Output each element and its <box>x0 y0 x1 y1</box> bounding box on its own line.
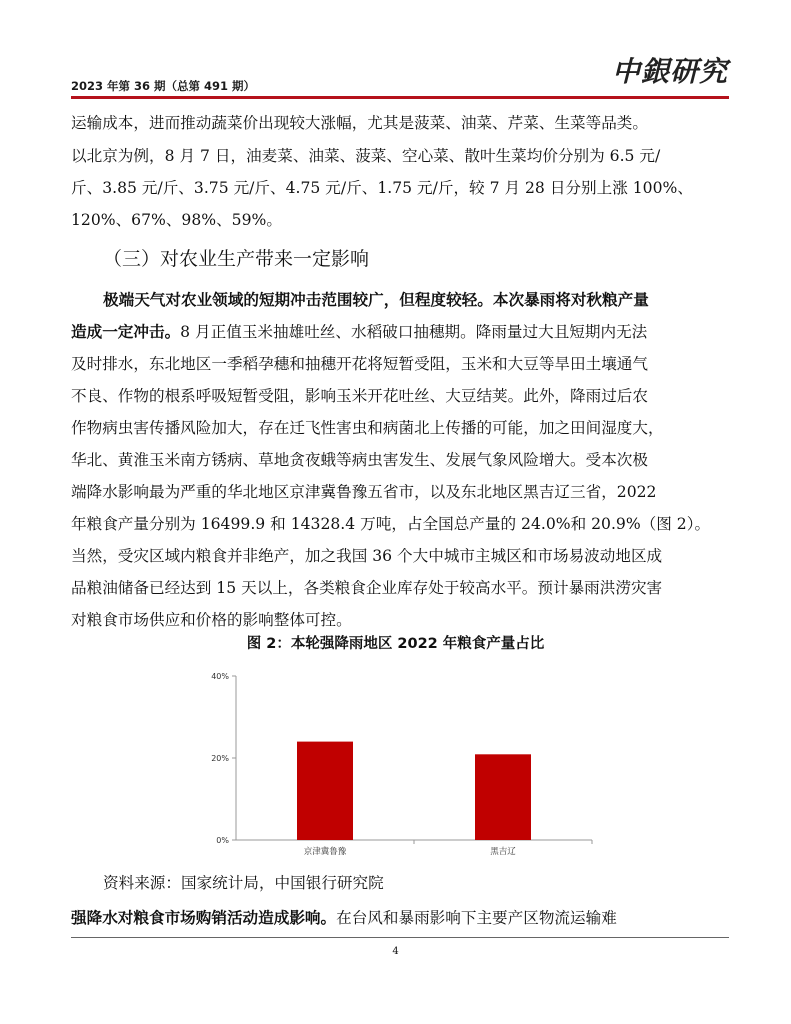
p2-line: 作物病虫害传播风险加大，存在迁飞性害虫和病菌北上传播的可能，加之田间湿度大， <box>71 419 664 437</box>
bar <box>475 754 531 840</box>
p1-line-2: 以北京为例，8 月 7 日，油麦菜、油菜、菠菜、空心菜、散叶生菜均价分别为 6.5 元/ <box>71 147 661 165</box>
issue-label: 2023 年第 36 期（总第 491 期） <box>71 79 256 93</box>
p2-line: 当然，受灾区域内粮食并非绝产，加之我国 36 个大中城市主城区和市场易波动地区成 <box>71 547 663 565</box>
bar-chart <box>196 664 606 864</box>
header-rule <box>71 96 729 99</box>
p2-lead-a: 极端天气对农业领域的短期冲击范围较广，但程度较轻。本次暴雨将对秋粮产量 <box>103 291 649 309</box>
page-number: 4 <box>392 946 399 957</box>
p2-line: 端降水影响最为严重的华北地区京津冀鲁豫五省市，以及东北地区黑吉辽三省，2022 <box>71 483 657 501</box>
p2-line: 及时排水，东北地区一季稻孕穗和抽穗开花将短暂受阻，玉米和大豆等旱田土壤通气 <box>71 355 648 373</box>
y-tick-label: 0% <box>216 836 229 845</box>
x-tick-label: 黑吉辽 <box>490 847 516 857</box>
last-rest: 在台风和暴雨影响下主要产区物流运输难 <box>336 909 617 927</box>
y-tick-label: 40% <box>211 672 229 681</box>
x-tick-label: 京津冀鲁豫 <box>303 847 347 857</box>
p2-line: 年粮食产量分别为 16499.9 和 14328.4 万吨，占全国总产量的 24.0%和 20.9%（图 2）。 <box>71 515 711 533</box>
source-note: 资料来源：国家统计局，中国银行研究院 <box>103 874 384 892</box>
p2-rest-first: 8 月正值玉米抽雄吐丝、水稻破口抽穗期。降雨量过大且短期内无法 <box>180 323 648 341</box>
figure-title: 图 2：本轮强降雨地区 2022 年粮食产量占比 <box>246 636 545 652</box>
bar <box>297 742 353 840</box>
p2-line: 华北、黄淮玉米南方锈病、草地贪夜蛾等病虫害发生、发展气象风险增大。受本次极 <box>71 451 648 469</box>
p1-line-4: 120%、67%、98%、59%。 <box>71 211 282 229</box>
p2-lead-b: 造成一定冲击。 <box>71 323 181 341</box>
p2-line: 不良、作物的根系呼吸短暂受阻，影响玉米开花吐丝、大豆结荚。此外，降雨过后农 <box>71 387 648 405</box>
footer-rule <box>71 937 729 938</box>
last-lead: 强降水对粮食市场购销活动造成影响。 <box>71 909 337 927</box>
logo: 中銀研究 <box>612 55 729 88</box>
p2-line: 品粮油储备已经达到 15 天以上，各类粮食企业库存处于较高水平。预计暴雨洪涝灾害 <box>71 579 663 597</box>
p1-line-3: 斤、3.85 元/斤、3.75 元/斤、4.75 元/斤、1.75 元/斤，较 7 月 28 日分别上涨 100%、 <box>71 179 693 197</box>
y-tick-label: 20% <box>211 754 229 763</box>
section-heading: （三）对农业生产带来一定影响 <box>103 248 370 270</box>
p1-line-1: 运输成本，进而推动蔬菜价出现较大涨幅，尤其是菠菜、油菜、芹菜、生菜等品类。 <box>71 114 648 132</box>
p2-line: 对粮食市场供应和价格的影响整体可控。 <box>71 611 352 629</box>
